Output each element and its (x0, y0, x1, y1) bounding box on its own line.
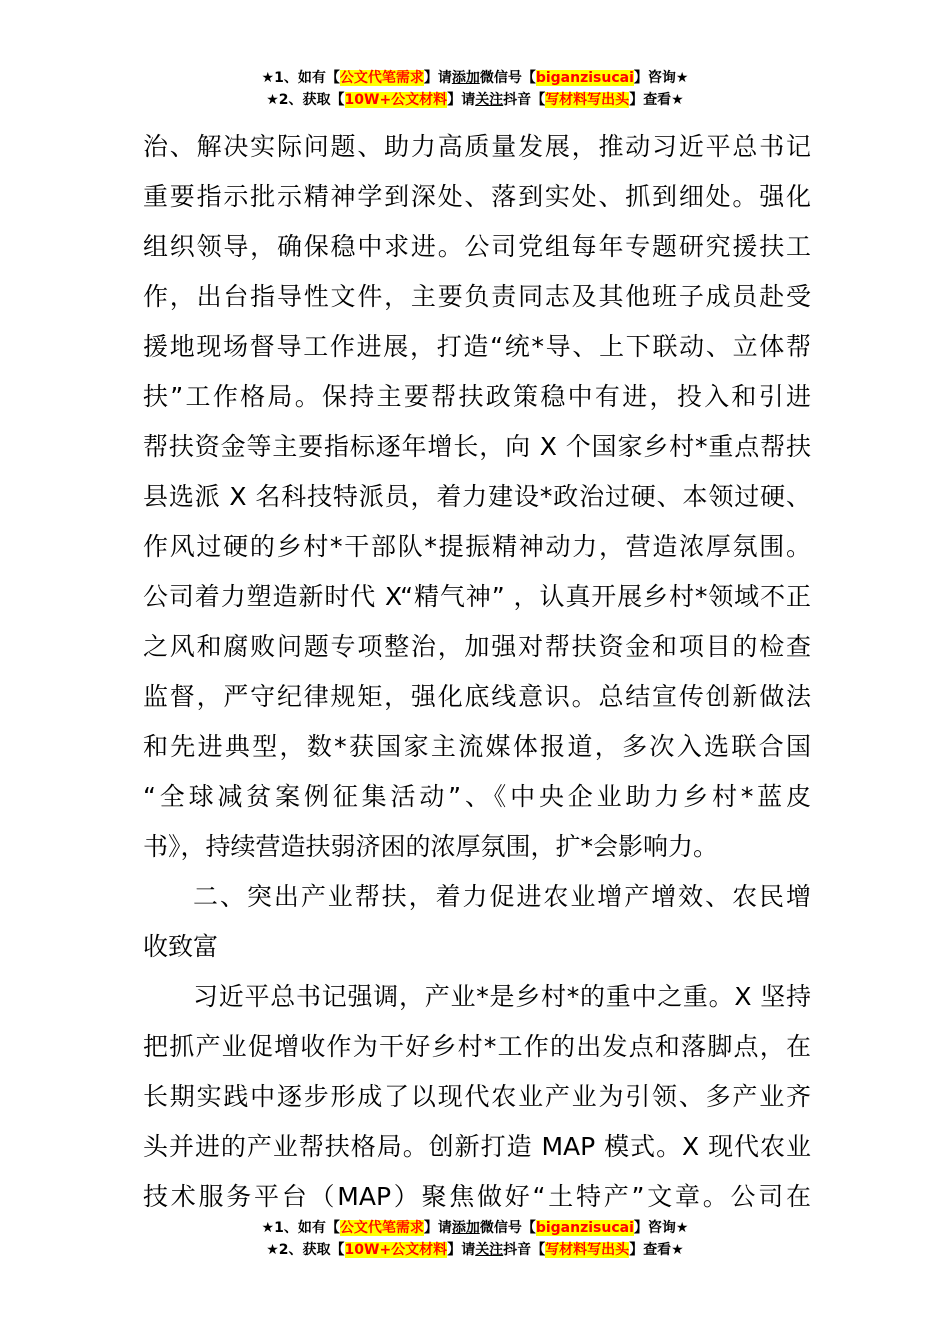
text-line: 和先进典型，数*获国家主流媒体报道，多次入选联合国 (143, 732, 811, 761)
section-heading: 二、突出产业帮扶，着力促进农业增产增效、农民增 (193, 882, 811, 911)
banner-text: 请 (461, 1242, 476, 1258)
bracket-close: 】 (423, 70, 438, 86)
bracket-close: 】 (629, 92, 644, 108)
text-line: 把抓产业促增收作为干好乡村*工作的出发点和落脚点，在 (143, 1032, 811, 1061)
text-line: 重要指示批示精神学到深处、落到实处、抓到细处。强化 (143, 182, 811, 211)
banner-underlined-text: 添加 (451, 1220, 480, 1236)
bracket-open: 【 (330, 1242, 345, 1258)
banner-text: 抖音 (503, 92, 532, 108)
text-line: 治、解决实际问题、助力高质量发展，推动习近平总书记 (143, 132, 811, 161)
bracket-open: 【 (521, 1220, 536, 1236)
highlight-douyin-account: 写材料写出头 (545, 92, 630, 108)
section-heading: 收致富 (143, 932, 219, 961)
bracket-close: 】 (423, 1220, 438, 1236)
bracket-close: 】 (629, 1242, 644, 1258)
banner-text: 查看★ (643, 1242, 684, 1258)
highlight-wechat-id: biganzisucai (535, 1220, 634, 1236)
text-line: “全球减贫案例征集活动”、《中央企业助力乡村*蓝皮 (143, 782, 811, 811)
text-line: 组织领导，确保稳中求进。公司党组每年专题研究援扶工 (143, 232, 811, 261)
banner-text: 咨询★ (647, 1220, 689, 1236)
text-line: 扶”工作格局。保持主要帮扶政策稳中有进，投入和引进 (143, 382, 811, 411)
header-banner (0, 67, 950, 111)
bracket-open: 【 (531, 1242, 546, 1258)
highlight-materials: 10W+公文材料 (344, 1242, 448, 1258)
banner-text: ★1、如有 (261, 1220, 326, 1236)
banner-text: 请 (437, 1220, 452, 1236)
highlight-service: 公文代笔需求 (339, 1220, 424, 1236)
bracket-close: 】 (633, 70, 648, 86)
highlight-wechat-id: biganzisucai (535, 70, 634, 86)
banner-text: ★2、获取 (266, 1242, 331, 1258)
text-line: 书》，持续营造扶弱济困的浓厚氛围，扩*会影响力。 (143, 832, 719, 861)
text-line: 作，出台指导性文件，主要负责同志及其他班子成员赴受 (143, 282, 811, 311)
banner-line-1 (0, 67, 950, 89)
document-body (143, 122, 811, 1222)
text-line: 习近平总书记强调，产业*是乡村*的重中之重。X 坚持 (193, 982, 811, 1011)
banner-text: 请 (437, 70, 452, 86)
banner-underlined-text: 添加 (451, 70, 480, 86)
banner-text: 咨询★ (647, 70, 689, 86)
text-line: 监督，严守纪律规矩，强化底线意识。总结宣传创新做法 (143, 682, 811, 711)
banner-text: 微信号 (479, 1220, 522, 1236)
text-line: 长期实践中逐步形成了以现代农业产业为引领、多产业齐 (143, 1082, 811, 1111)
text-line: 作风过硬的乡村*干部队*提振精神动力，营造浓厚氛围。 (143, 532, 811, 561)
highlight-materials: 10W+公文材料 (344, 92, 448, 108)
footer-banner (0, 1217, 950, 1261)
bracket-open: 【 (330, 92, 345, 108)
bracket-open: 【 (531, 92, 546, 108)
highlight-service: 公文代笔需求 (339, 70, 424, 86)
bracket-open: 【 (521, 70, 536, 86)
banner-line-2 (0, 89, 950, 111)
banner-text: ★2、获取 (266, 92, 331, 108)
text-line: 县选派 X 名科技特派员，着力建设*政治过硬、本领过硬、 (143, 482, 811, 511)
banner-text: ★1、如有 (261, 70, 326, 86)
banner-underlined-text: 关注 (475, 92, 504, 108)
bracket-close: 】 (447, 1242, 462, 1258)
text-line: 头并进的产业帮扶格局。创新打造 MAP 模式。X 现代农业 (143, 1132, 811, 1161)
banner-underlined-text: 关注 (475, 1242, 504, 1258)
highlight-douyin-account: 写材料写出头 (545, 1242, 630, 1258)
text-line: 公司着力塑造新时代 X“精气神” ，认真开展乡村*领域不正 (143, 582, 811, 611)
banner-text: 微信号 (479, 70, 522, 86)
banner-line-1 (0, 1217, 950, 1239)
banner-line-2 (0, 1239, 950, 1261)
text-line: 援地现场督导工作进展，打造“统*导、上下联动、立体帮 (143, 332, 811, 361)
banner-text: 请 (461, 92, 476, 108)
text-line: 帮扶资金等主要指标逐年增长，向 X 个国家乡村*重点帮扶 (143, 432, 811, 461)
bracket-close: 】 (633, 1220, 648, 1236)
bracket-open: 【 (325, 1220, 340, 1236)
text-line: 之风和腐败问题专项整治，加强对帮扶资金和项目的检查 (143, 632, 811, 661)
text-line: 技术服务平台（MAP）聚焦做好“土特产”文章。公司在 (143, 1182, 811, 1211)
bracket-open: 【 (325, 70, 340, 86)
banner-text: 查看★ (643, 92, 684, 108)
bracket-close: 】 (447, 92, 462, 108)
banner-text: 抖音 (503, 1242, 532, 1258)
